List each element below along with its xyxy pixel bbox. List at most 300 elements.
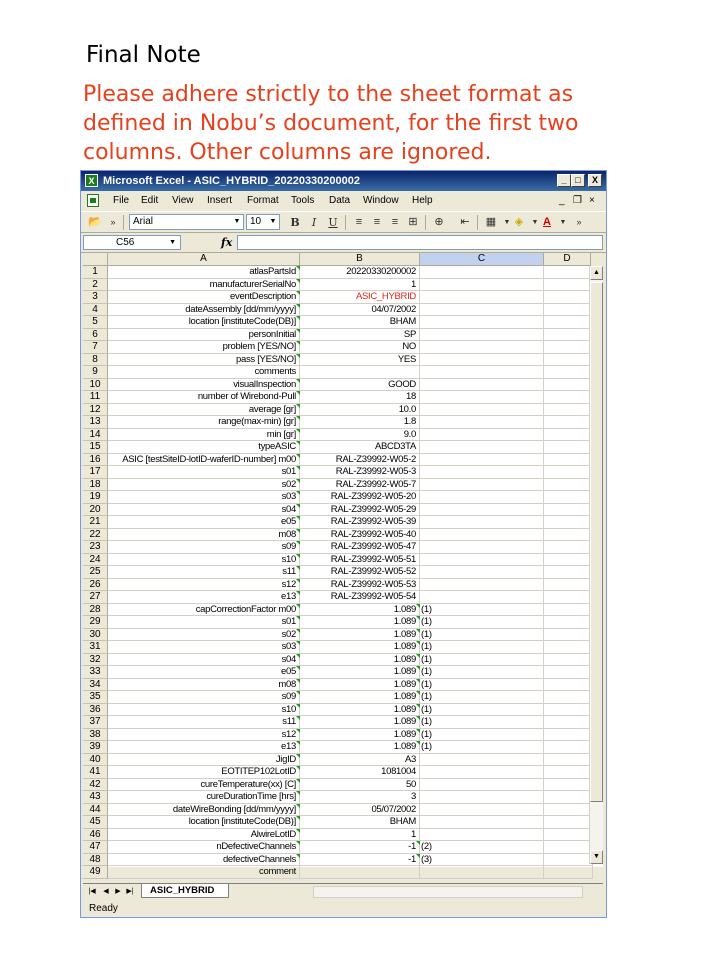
cell-a[interactable]: s01	[108, 466, 300, 479]
cell-a[interactable]: e13	[108, 591, 300, 604]
cell-a[interactable]: s03	[108, 491, 300, 504]
row-header[interactable]: 35	[83, 691, 108, 704]
row-header[interactable]: 33	[83, 666, 108, 679]
cell-d[interactable]	[544, 616, 593, 629]
cell-b[interactable]: NO	[300, 341, 420, 354]
cell-d[interactable]	[544, 666, 593, 679]
cell-b[interactable]: 9.0	[300, 429, 420, 442]
cell-d[interactable]	[544, 841, 593, 854]
cell-a[interactable]: atlasPartsId	[108, 266, 300, 279]
cell-b[interactable]: RAL-Z39992-W05-40	[300, 529, 420, 542]
cell-a[interactable]: capCorrectionFactor m00	[108, 604, 300, 617]
insert-function-icon[interactable]: fx	[221, 236, 233, 249]
row-header[interactable]: 17	[83, 466, 108, 479]
cell-c[interactable]	[420, 354, 544, 367]
row-header[interactable]: 25	[83, 566, 108, 579]
next-sheet-icon[interactable]: ▶	[115, 888, 121, 895]
cell-a[interactable]: e13	[108, 741, 300, 754]
chevron-down-icon[interactable]: ▼	[559, 219, 567, 226]
cell-b[interactable]: 50	[300, 779, 420, 792]
cell-b[interactable]: 1.089	[300, 741, 420, 754]
cell-a[interactable]: s11	[108, 566, 300, 579]
row-header[interactable]: 41	[83, 766, 108, 779]
cell-d[interactable]	[544, 754, 593, 767]
font-color-icon[interactable]: A	[543, 216, 551, 228]
cell-c[interactable]	[420, 516, 544, 529]
row-header[interactable]: 48	[83, 854, 108, 867]
cell-d[interactable]	[544, 504, 593, 517]
row-header[interactable]: 22	[83, 529, 108, 542]
cell-c[interactable]	[420, 529, 544, 542]
cell-b[interactable]: BHAM	[300, 316, 420, 329]
name-box[interactable]	[83, 235, 181, 250]
merge-center-icon[interactable]: ⊞	[408, 216, 418, 228]
menu-edit[interactable]: Edit	[141, 195, 159, 206]
cell-a[interactable]: EOTITEP102LotID	[108, 766, 300, 779]
cell-b[interactable]: 3	[300, 791, 420, 804]
align-center-icon[interactable]: ≡	[373, 216, 381, 228]
row-header[interactable]: 45	[83, 816, 108, 829]
cell-a[interactable]: s12	[108, 579, 300, 592]
row-header[interactable]: 29	[83, 616, 108, 629]
row-header[interactable]: 18	[83, 479, 108, 492]
cell-c[interactable]: (1)	[420, 691, 544, 704]
chevron-down-icon[interactable]: ▼	[531, 219, 539, 226]
close-button[interactable]: X	[588, 174, 602, 187]
cell-a[interactable]: s09	[108, 541, 300, 554]
row-header[interactable]: 23	[83, 541, 108, 554]
cell-c[interactable]: (1)	[420, 641, 544, 654]
cell-d[interactable]	[544, 416, 593, 429]
doc-minimize-button[interactable]: _	[559, 195, 565, 206]
cell-c[interactable]	[420, 416, 544, 429]
row-header[interactable]: 12	[83, 404, 108, 417]
scroll-down-icon[interactable]: ▼	[590, 850, 603, 864]
toolbar-overflow-icon[interactable]: »	[576, 217, 582, 227]
cell-a[interactable]: s02	[108, 479, 300, 492]
cell-a[interactable]: personInitial	[108, 329, 300, 342]
cell-a[interactable]: m08	[108, 679, 300, 692]
cell-d[interactable]	[544, 266, 593, 279]
cell-d[interactable]	[544, 854, 593, 867]
row-header[interactable]: 47	[83, 841, 108, 854]
cell-c[interactable]	[420, 366, 544, 379]
cell-a[interactable]: s03	[108, 641, 300, 654]
row-header[interactable]: 32	[83, 654, 108, 667]
cell-a[interactable]: average [gr]	[108, 404, 300, 417]
menu-file[interactable]: File	[113, 195, 130, 206]
cell-a[interactable]: pass [YES/NO]	[108, 354, 300, 367]
cell-a[interactable]: location [instituteCode(DB)]	[108, 816, 300, 829]
borders-icon[interactable]: ▦	[485, 216, 497, 228]
minimize-button[interactable]: _	[557, 174, 571, 187]
cell-c[interactable]	[420, 541, 544, 554]
menu-insert[interactable]: Insert	[207, 195, 233, 206]
cell-b[interactable]: RAL-Z39992-W05-7	[300, 479, 420, 492]
cell-c[interactable]: (1)	[420, 716, 544, 729]
decrease-indent-icon[interactable]: ⇤	[460, 216, 470, 228]
excel-app-icon[interactable]: X	[85, 174, 98, 187]
cell-d[interactable]	[544, 566, 593, 579]
cell-d[interactable]	[544, 716, 593, 729]
last-sheet-icon[interactable]: ▶|	[126, 888, 134, 895]
cell-c[interactable]	[420, 591, 544, 604]
row-header[interactable]: 31	[83, 641, 108, 654]
cell-c[interactable]	[420, 804, 544, 817]
cell-b[interactable]: 04/07/2002	[300, 304, 420, 317]
cell-c[interactable]	[420, 404, 544, 417]
cell-a[interactable]: number of Wirebond-Pull	[108, 391, 300, 404]
cell-b[interactable]: -1	[300, 841, 420, 854]
first-sheet-icon[interactable]: |◀	[88, 888, 96, 895]
scroll-thumb[interactable]	[590, 282, 603, 802]
font-size-select[interactable]	[246, 214, 280, 230]
cell-d[interactable]	[544, 641, 593, 654]
cell-c[interactable]: (1)	[420, 629, 544, 642]
cell-c[interactable]	[420, 454, 544, 467]
cell-c[interactable]	[420, 329, 544, 342]
vertical-scrollbar[interactable]	[589, 266, 603, 864]
cell-a[interactable]: cureTemperature(xx) [C]	[108, 779, 300, 792]
row-header[interactable]: 3	[83, 291, 108, 304]
cell-b[interactable]: 1.089	[300, 654, 420, 667]
cell-c[interactable]	[420, 816, 544, 829]
row-header[interactable]: 21	[83, 516, 108, 529]
cell-c[interactable]	[420, 829, 544, 842]
cell-c[interactable]	[420, 579, 544, 592]
row-header[interactable]: 40	[83, 754, 108, 767]
cell-d[interactable]	[544, 479, 593, 492]
cell-d[interactable]	[544, 579, 593, 592]
menu-help[interactable]: Help	[412, 195, 433, 206]
row-header[interactable]: 42	[83, 779, 108, 792]
cell-b[interactable]: RAL-Z39992-W05-29	[300, 504, 420, 517]
cell-d[interactable]	[544, 341, 593, 354]
menu-window[interactable]: Window	[363, 195, 399, 206]
cell-b[interactable]: ASIC_HYBRID	[300, 291, 420, 304]
cell-c[interactable]: (1)	[420, 666, 544, 679]
cell-b[interactable]: 1.089	[300, 666, 420, 679]
maximize-button[interactable]: □	[571, 174, 585, 187]
cell-c[interactable]	[420, 866, 544, 879]
cell-a[interactable]: nDefectiveChannels	[108, 841, 300, 854]
cell-d[interactable]	[544, 741, 593, 754]
row-header[interactable]: 1	[83, 266, 108, 279]
cell-b[interactable]: 1.089	[300, 729, 420, 742]
row-header[interactable]: 26	[83, 579, 108, 592]
cell-a[interactable]: s04	[108, 504, 300, 517]
toolbar-overflow-icon[interactable]: »	[110, 217, 116, 227]
cell-c[interactable]: (1)	[420, 604, 544, 617]
row-header[interactable]: 28	[83, 604, 108, 617]
cell-b[interactable]: -1	[300, 854, 420, 867]
cell-d[interactable]	[544, 279, 593, 292]
cell-d[interactable]	[544, 791, 593, 804]
cell-b[interactable]: 20220330200002	[300, 266, 420, 279]
chevron-down-icon[interactable]: ▼	[169, 239, 176, 246]
cell-a[interactable]: s02	[108, 629, 300, 642]
cell-a[interactable]: ASIC [testSiteID-lotID-waferID-number] m00	[108, 454, 300, 467]
cell-a[interactable]: s12	[108, 729, 300, 742]
row-header[interactable]: 11	[83, 391, 108, 404]
row-header[interactable]: 9	[83, 366, 108, 379]
cell-b[interactable]: A3	[300, 754, 420, 767]
cell-d[interactable]	[544, 829, 593, 842]
row-header[interactable]: 8	[83, 354, 108, 367]
cell-b[interactable]: RAL-Z39992-W05-53	[300, 579, 420, 592]
cell-d[interactable]	[544, 691, 593, 704]
row-header[interactable]: 36	[83, 704, 108, 717]
cell-d[interactable]	[544, 316, 593, 329]
cell-d[interactable]	[544, 529, 593, 542]
cell-d[interactable]	[544, 354, 593, 367]
align-right-icon[interactable]: ≡	[391, 216, 399, 228]
formula-input[interactable]	[237, 235, 603, 250]
cell-c[interactable]	[420, 441, 544, 454]
cell-b[interactable]: 1.089	[300, 641, 420, 654]
cell-b[interactable]: 18	[300, 391, 420, 404]
cell-c[interactable]: (3)	[420, 854, 544, 867]
row-header[interactable]: 6	[83, 329, 108, 342]
cell-c[interactable]	[420, 504, 544, 517]
font-name-select[interactable]	[129, 214, 244, 230]
cell-a[interactable]: min [gr]	[108, 429, 300, 442]
cell-b[interactable]: 1.089	[300, 604, 420, 617]
cell-d[interactable]	[544, 429, 593, 442]
workbook-icon[interactable]	[87, 194, 99, 207]
cell-c[interactable]: (1)	[420, 741, 544, 754]
cell-b[interactable]	[300, 866, 420, 879]
cell-a[interactable]: e05	[108, 666, 300, 679]
cell-c[interactable]: (2)	[420, 841, 544, 854]
doc-restore-button[interactable]: ❐	[573, 195, 582, 206]
cell-b[interactable]: RAL-Z39992-W05-51	[300, 554, 420, 567]
cell-d[interactable]	[544, 554, 593, 567]
column-header-c[interactable]: C	[420, 253, 544, 266]
cell-b[interactable]: 1.089	[300, 629, 420, 642]
cell-b[interactable]: 05/07/2002	[300, 804, 420, 817]
cell-a[interactable]: comments	[108, 366, 300, 379]
fill-color-icon[interactable]: ◈	[514, 216, 524, 228]
row-header[interactable]: 5	[83, 316, 108, 329]
cell-c[interactable]	[420, 379, 544, 392]
cell-a[interactable]: typeASIC	[108, 441, 300, 454]
cell-b[interactable]: YES	[300, 354, 420, 367]
cell-d[interactable]	[544, 291, 593, 304]
cell-d[interactable]	[544, 491, 593, 504]
cell-b[interactable]: SP	[300, 329, 420, 342]
row-header[interactable]: 38	[83, 729, 108, 742]
cell-b[interactable]: 1.089	[300, 616, 420, 629]
select-all-corner[interactable]	[83, 253, 108, 266]
cell-b[interactable]: 1.089	[300, 704, 420, 717]
scroll-up-icon[interactable]: ▲	[590, 266, 603, 280]
cell-c[interactable]	[420, 779, 544, 792]
cell-d[interactable]	[544, 654, 593, 667]
cell-c[interactable]	[420, 279, 544, 292]
cell-c[interactable]	[420, 266, 544, 279]
cell-c[interactable]	[420, 566, 544, 579]
cell-c[interactable]	[420, 429, 544, 442]
column-header-b[interactable]: B	[300, 253, 420, 266]
cell-c[interactable]	[420, 491, 544, 504]
cell-a[interactable]: manufacturerSerialNo	[108, 279, 300, 292]
cell-a[interactable]: dateAssembly [dd/mm/yyyy]	[108, 304, 300, 317]
cell-a[interactable]: s11	[108, 716, 300, 729]
cell-d[interactable]	[544, 766, 593, 779]
horizontal-scrollbar[interactable]	[313, 886, 583, 898]
cell-d[interactable]	[544, 441, 593, 454]
cell-b[interactable]: RAL-Z39992-W05-47	[300, 541, 420, 554]
cell-c[interactable]	[420, 304, 544, 317]
cell-b[interactable]: 1.089	[300, 679, 420, 692]
cell-c[interactable]	[420, 479, 544, 492]
cell-d[interactable]	[544, 329, 593, 342]
menu-data[interactable]: Data	[329, 195, 351, 206]
cell-c[interactable]: (1)	[420, 729, 544, 742]
cell-b[interactable]: 1	[300, 279, 420, 292]
cell-c[interactable]	[420, 391, 544, 404]
cell-b[interactable]: ABCD3TA	[300, 441, 420, 454]
bold-button[interactable]: B	[290, 216, 300, 229]
cell-c[interactable]	[420, 466, 544, 479]
prev-sheet-icon[interactable]: ◀	[103, 888, 109, 895]
chevron-down-icon[interactable]: ▼	[233, 218, 241, 225]
row-header[interactable]: 16	[83, 454, 108, 467]
cell-c[interactable]	[420, 791, 544, 804]
cell-a[interactable]: s01	[108, 616, 300, 629]
row-header[interactable]: 19	[83, 491, 108, 504]
cell-a[interactable]: location [instituteCode(DB)]	[108, 316, 300, 329]
row-header[interactable]: 43	[83, 791, 108, 804]
chevron-down-icon[interactable]: ▼	[269, 218, 277, 225]
cell-d[interactable]	[544, 604, 593, 617]
cell-b[interactable]: 1.089	[300, 691, 420, 704]
cell-c[interactable]: (1)	[420, 616, 544, 629]
cell-d[interactable]	[544, 366, 593, 379]
doc-close-button[interactable]: ×	[589, 195, 595, 206]
cell-d[interactable]	[544, 729, 593, 742]
cell-a[interactable]: s10	[108, 704, 300, 717]
cell-d[interactable]	[544, 379, 593, 392]
cell-b[interactable]: RAL-Z39992-W05-20	[300, 491, 420, 504]
cell-d[interactable]	[544, 591, 593, 604]
currency-style-icon[interactable]: ⊕	[434, 216, 444, 228]
row-header[interactable]: 15	[83, 441, 108, 454]
cell-d[interactable]	[544, 704, 593, 717]
row-header[interactable]: 4	[83, 304, 108, 317]
cell-a[interactable]: dateWireBonding [dd/mm/yyyy]	[108, 804, 300, 817]
italic-button[interactable]: I	[311, 216, 317, 229]
cell-d[interactable]	[544, 454, 593, 467]
row-header[interactable]: 46	[83, 829, 108, 842]
column-header-d[interactable]: D	[544, 253, 591, 266]
cell-d[interactable]	[544, 779, 593, 792]
cell-c[interactable]: (1)	[420, 654, 544, 667]
align-left-icon[interactable]: ≡	[355, 216, 363, 228]
cell-d[interactable]	[544, 816, 593, 829]
cell-d[interactable]	[544, 541, 593, 554]
cell-b[interactable]: BHAM	[300, 816, 420, 829]
row-header[interactable]: 27	[83, 591, 108, 604]
cell-a[interactable]: s04	[108, 654, 300, 667]
cell-b[interactable]: RAL-Z39992-W05-2	[300, 454, 420, 467]
cell-d[interactable]	[544, 391, 593, 404]
cell-b[interactable]: 1	[300, 829, 420, 842]
cell-c[interactable]	[420, 554, 544, 567]
cell-d[interactable]	[544, 804, 593, 817]
cell-a[interactable]: s10	[108, 554, 300, 567]
cell-a[interactable]: range(max-min) [gr]	[108, 416, 300, 429]
cell-b[interactable]: RAL-Z39992-W05-52	[300, 566, 420, 579]
cell-a[interactable]: JigID	[108, 754, 300, 767]
cell-a[interactable]: e05	[108, 516, 300, 529]
row-header[interactable]: 14	[83, 429, 108, 442]
cell-c[interactable]	[420, 766, 544, 779]
cell-b[interactable]: RAL-Z39992-W05-54	[300, 591, 420, 604]
cell-c[interactable]	[420, 316, 544, 329]
menu-tools[interactable]: Tools	[291, 195, 315, 206]
cell-b[interactable]: 1081004	[300, 766, 420, 779]
cell-a[interactable]: cureDurationTime [hrs]	[108, 791, 300, 804]
underline-button[interactable]: U	[328, 216, 338, 229]
row-header[interactable]: 39	[83, 741, 108, 754]
cell-b[interactable]: RAL-Z39992-W05-3	[300, 466, 420, 479]
cell-d[interactable]	[544, 466, 593, 479]
cell-b[interactable]: 10.0	[300, 404, 420, 417]
open-folder-icon[interactable]: 📂	[88, 216, 102, 228]
column-header-a[interactable]: A	[108, 253, 300, 266]
cell-c[interactable]	[420, 291, 544, 304]
menu-view[interactable]: View	[172, 195, 194, 206]
chevron-down-icon[interactable]: ▼	[503, 219, 511, 226]
row-header[interactable]: 7	[83, 341, 108, 354]
row-header[interactable]: 34	[83, 679, 108, 692]
cell-d[interactable]	[544, 516, 593, 529]
sheet-tab-asic-hybrid[interactable]: ASIC_HYBRID	[141, 884, 229, 898]
cell-d[interactable]	[544, 866, 593, 879]
row-header[interactable]: 2	[83, 279, 108, 292]
row-header[interactable]: 37	[83, 716, 108, 729]
cell-b[interactable]: GOOD	[300, 379, 420, 392]
row-header[interactable]: 44	[83, 804, 108, 817]
cell-a[interactable]: defectiveChannels	[108, 854, 300, 867]
cell-d[interactable]	[544, 304, 593, 317]
row-header[interactable]: 13	[83, 416, 108, 429]
cell-c[interactable]	[420, 341, 544, 354]
cell-b[interactable]: 1.8	[300, 416, 420, 429]
cell-a[interactable]: comment	[108, 866, 300, 879]
cell-a[interactable]: problem [YES/NO]	[108, 341, 300, 354]
row-header[interactable]: 30	[83, 629, 108, 642]
cell-a[interactable]: visualInspection	[108, 379, 300, 392]
title-bar[interactable]	[81, 171, 606, 191]
cell-c[interactable]: (1)	[420, 679, 544, 692]
cell-a[interactable]: AlwireLotID	[108, 829, 300, 842]
row-header[interactable]: 49	[83, 866, 108, 879]
cell-c[interactable]: (1)	[420, 704, 544, 717]
row-header[interactable]: 24	[83, 554, 108, 567]
cell-d[interactable]	[544, 629, 593, 642]
menu-format[interactable]: Format	[247, 195, 279, 206]
cell-b[interactable]	[300, 366, 420, 379]
cell-c[interactable]	[420, 754, 544, 767]
cell-a[interactable]: m08	[108, 529, 300, 542]
cell-d[interactable]	[544, 404, 593, 417]
cell-b[interactable]: 1.089	[300, 716, 420, 729]
cell-d[interactable]	[544, 679, 593, 692]
cell-b[interactable]: RAL-Z39992-W05-39	[300, 516, 420, 529]
